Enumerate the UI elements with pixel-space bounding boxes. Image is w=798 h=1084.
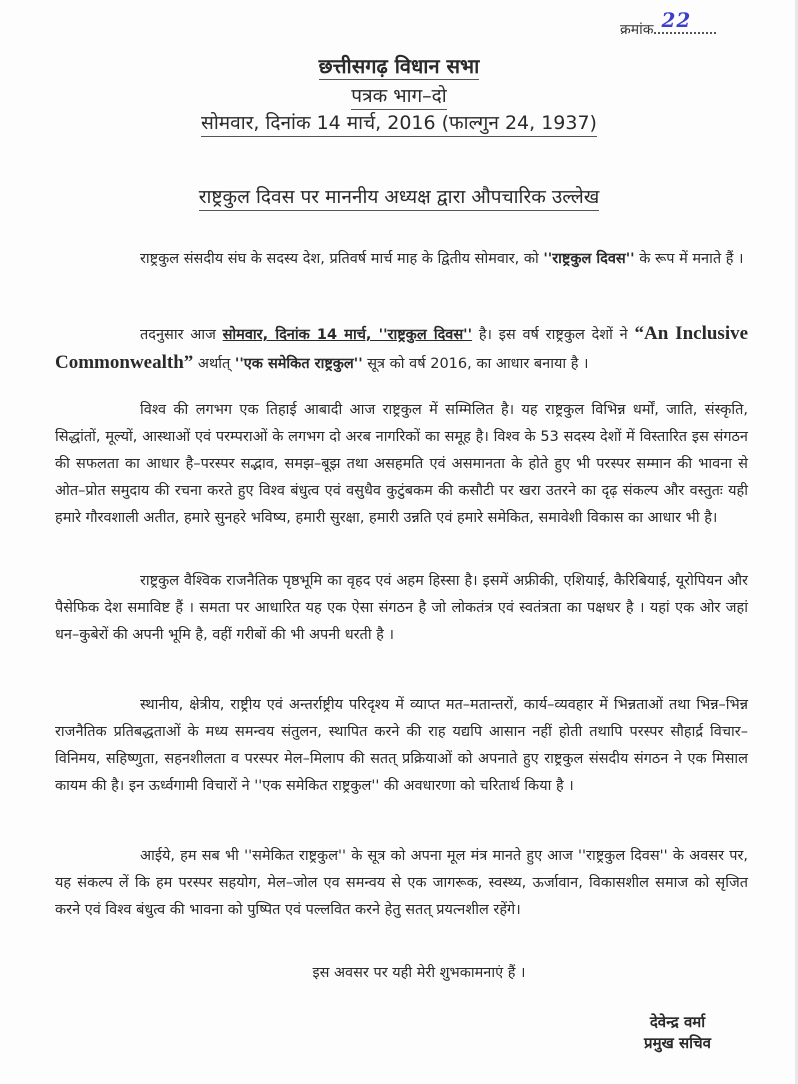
serial-label: क्रमांक [620, 22, 654, 38]
date-emphasis: सोमवार, दिनांक 14 मार्च, ''राष्ट्रकुल दिवस'' [222, 327, 473, 343]
bulletin-date: सोमवार, दिनांक 14 मार्च, 2016 (फाल्गुन 24, 1937) [0, 112, 798, 137]
paragraph-2: तदनुसार आज सोमवार, दिनांक 14 मार्च, ''राष्ट्रकुल दिवस'' है। इस वर्ष राष्ट्रकुल देशों ने “An Inclusive Commonwealth” अर्थात् ''एक समेकित राष्ट्रकुल'' सूत्र को वर्ष 2016, का आधार बनाया है । [55, 323, 749, 373]
paragraph-4: राष्ट्रकुल वैश्विक राजनैतिक पृष्ठभूमि का वृहद एवं अहम हिस्सा है। इसमें अफ्रीकी, एशियाई, कैरिबियाई, यूरोपियन और पैसेफिक देश समाविष्ट हैं । समता पर आधारित यह एक ऐसा संगठन है जो लोकतंत्र एवं स्वतंत्रता का पक्षधर है । यहां एक ओर जहां धन–कुबेरों की अपनी भूमि है, वहीं गरीबों की भी अपनी धरती है । [55, 573, 748, 643]
paragraph-3: विश्व की लगभग एक तिहाई आबादी आज राष्ट्रकुल में सम्मिलित है। यह राष्ट्रकुल विभिन्न धर्मों, जाति, संस्कृति, सिद्धांतों, मूल्यों, आस्थाओं एवं परम्पराओं के लगभग दो अरब नागरिकों का समूह है। विश्व के 53 सदस्य देशों में विस्तारित इस संगठन की सफलता का आधार है–परस्पर सद्भाव, समझ–बूझ तथा असहमति एवं असमानता के होते हुए भी परस्पर सम्मान की भावना से ओत–प्रोत समुदाय की रचना करते हुए विश्व बंधुत्व एवं वसुधैव कुटुंबकम की कसौटी पर खरा उतरने का दृढ़ संकल्प और वस्तुतः यही हमारे गौरवशाली अतीत, हमारे सुनहरे भविष्य, हमारी सुरक्षा, हमारी उन्नति एवं हमारे समेकित, समावेशी विकास का आधार भी है। [55, 402, 748, 526]
bulletin-part: पत्रक भाग–दो [0, 85, 798, 110]
theme-english: “An Inclusive Commonwealth” [55, 323, 749, 373]
paragraph-1: राष्ट्रकुल संसदीय संघ के सदस्य देश, प्रतिवर्ष मार्च माह के द्वितीय सोमवार, को ''राष्ट्रकुल दिवस'' के रूप में मनाते हैं । [140, 251, 744, 267]
serial-number [620, 8, 716, 39]
document-title: राष्ट्रकुल दिवस पर माननीय अध्यक्ष द्वारा औपचारिक उल्लेख [0, 186, 798, 211]
theme-hindi: ''एक समेकित राष्ट्रकुल'' [234, 356, 363, 372]
assembly-name: छत्तीसगढ़ विधान सभा [318, 54, 480, 78]
paragraph-5: स्थानीय, क्षेत्रीय, राष्ट्रीय एवं अन्तर्राष्ट्रीय परिदृश्य में व्याप्त मत–मतान्तरों, कार्य–व्यवहार में भिन्नताओं तथा भिन्न–भिन्न राजनैतिक प्रतिबद्धताओं के मध्य समन्वय संतुलन, स्थापित करने की राह यद्यपि आसान नहीं होती तथापि परस्पर सौहार्द्र विचार–विनिमय, सहिष्णुता, सहनशीलता व परस्पर मेल–मिलाप की सतत् प्रक्रियाओं को अपनाते हुए राष्ट्रकुल संसदीय संगठन ने एक मिसाल कायम की है। इन ऊर्ध्वगामी विचारों ने ''एक समेकित राष्ट्रकुल'' की अवधारणा को चरितार्थ किया है । [55, 697, 748, 794]
signatory-designation: प्रमुख सचिव [644, 1034, 711, 1052]
serial-handwritten-number: 22 [661, 8, 692, 32]
signatory-name: देवेन्द्र वर्मा [649, 1013, 706, 1031]
commonwealth-day-bold: ''राष्ट्रकुल दिवस'' [543, 251, 635, 267]
paragraph-6: आईये, हम सब भी ''समेकित राष्ट्रकुल'' के सूत्र को अपना मूल मंत्र मानते हुए आज ''राष्ट्रकुल दिवस'' के अवसर पर, यह संकल्प लें कि हम परस्पर सहयोग, मेल–जोल एव समन्वय से एक जागरूक, स्वस्थ्य, ऊर्जावान, विकासशील समाज को सृजित करने एवं विश्व बंधुत्व की भावना को पुष्पित एवं पल्लवित करने हेतु सतत् प्रयत्नशील रहेंगे। [55, 848, 748, 918]
serial-dotted-line [654, 8, 716, 34]
closing-wishes: इस अवसर पर यही मेरी शुभकामनाएं हैं । [312, 965, 526, 981]
